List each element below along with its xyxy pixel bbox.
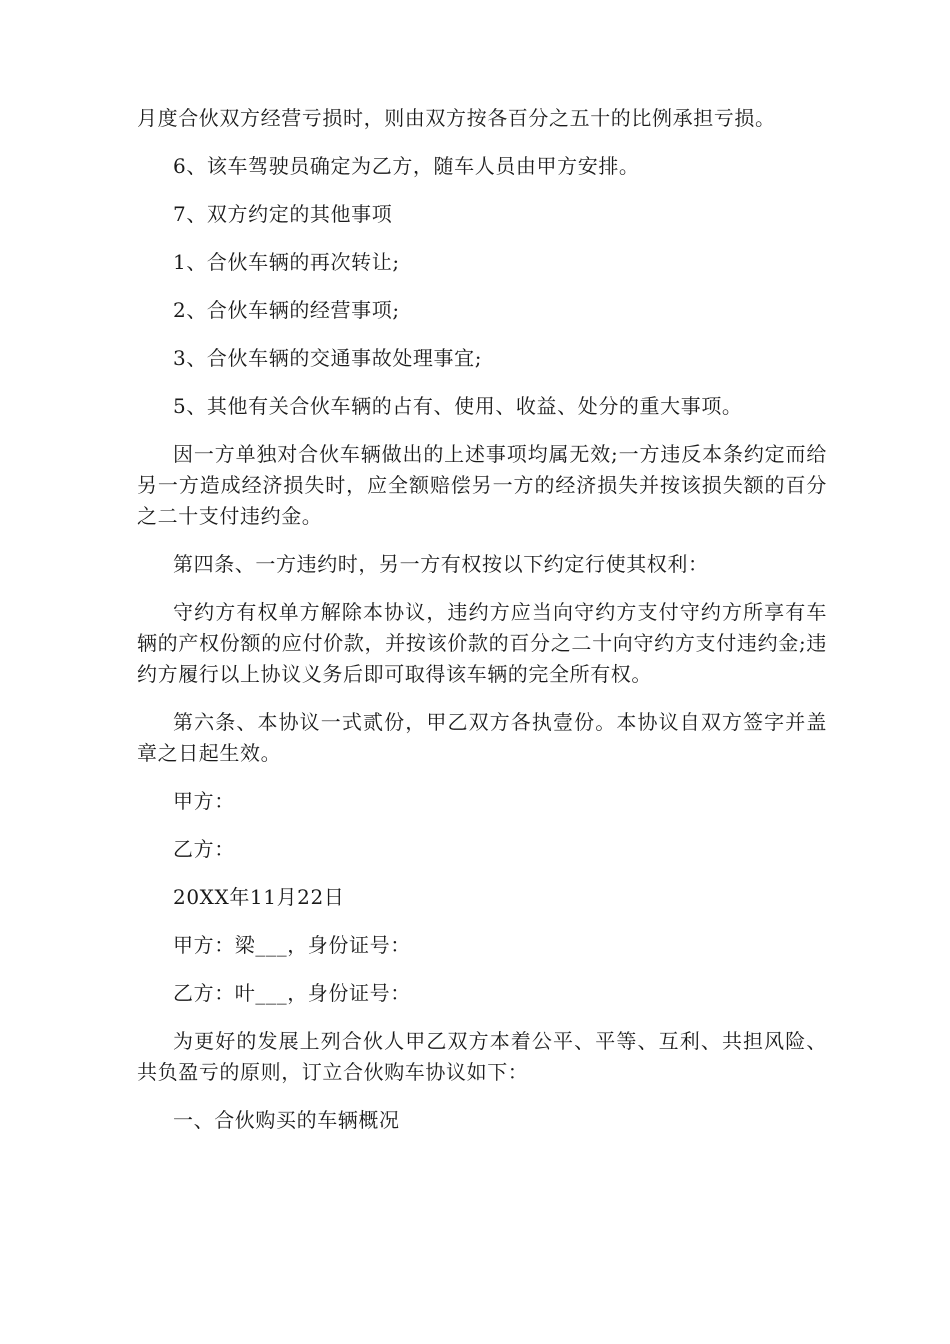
article-four-heading: 第四条、一方违约时，另一方有权按以下约定行使其权利： (173, 552, 709, 576)
article-six: 第六条、本协议一式贰份，甲乙双方各执壹份。本协议自双方签字并盖章之日起生效。 (137, 710, 827, 765)
signature-party-a: 甲方： (173, 789, 235, 813)
list-item-accident: 3、合伙车辆的交通事故处理事宜; (173, 346, 483, 370)
paragraph-termination-rights: 守约方有权单方解除本协议，违约方应当向守约方支付守约方所享有车辆的产权份额的应付价款，并按该价款的百分之二十向守约方支付违约金;违约方履行以上协议义务后即可取得该车辆的完全所有权。 (137, 600, 827, 686)
document-body (137, 103, 827, 1153)
section-one-heading: 一、合伙购买的车辆概况 (173, 1108, 400, 1132)
party-a-identity: 甲方：梁___，身份证号： (173, 933, 411, 957)
signature-party-b: 乙方： (173, 837, 235, 861)
party-b-identity: 乙方：叶___，身份证号： (173, 981, 411, 1005)
signature-date: 20XX年11月22日 (173, 885, 345, 909)
paragraph-driver: 6、该车驾驶员确定为乙方，随车人员由甲方安排。 (173, 154, 640, 178)
list-item-transfer: 1、合伙车辆的再次转让; (173, 250, 400, 274)
list-item-operation: 2、合伙车辆的经营事项; (173, 298, 400, 322)
paragraph-preamble: 为更好的发展上列合伙人甲乙双方本着公平、平等、互利、共担风险、共负盈亏的原则，订立合伙购车协议如下： (137, 1029, 827, 1084)
paragraph-invalid-acts: 因一方单独对合伙车辆做出的上述事项均属无效;一方违反本条约定而给另一方造成经济损失时，应全额赔偿另一方的经济损失并按该损失额的百分之二十支付违约金。 (137, 442, 827, 528)
paragraph-loss-sharing: 月度合伙双方经营亏损时，则由双方按各百分之五十的比例承担亏损。 (137, 106, 776, 130)
list-item-major-matters: 5、其他有关合伙车辆的占有、使用、收益、处分的重大事项。 (173, 394, 743, 418)
paragraph-other-matters: 7、双方约定的其他事项 (173, 202, 393, 226)
